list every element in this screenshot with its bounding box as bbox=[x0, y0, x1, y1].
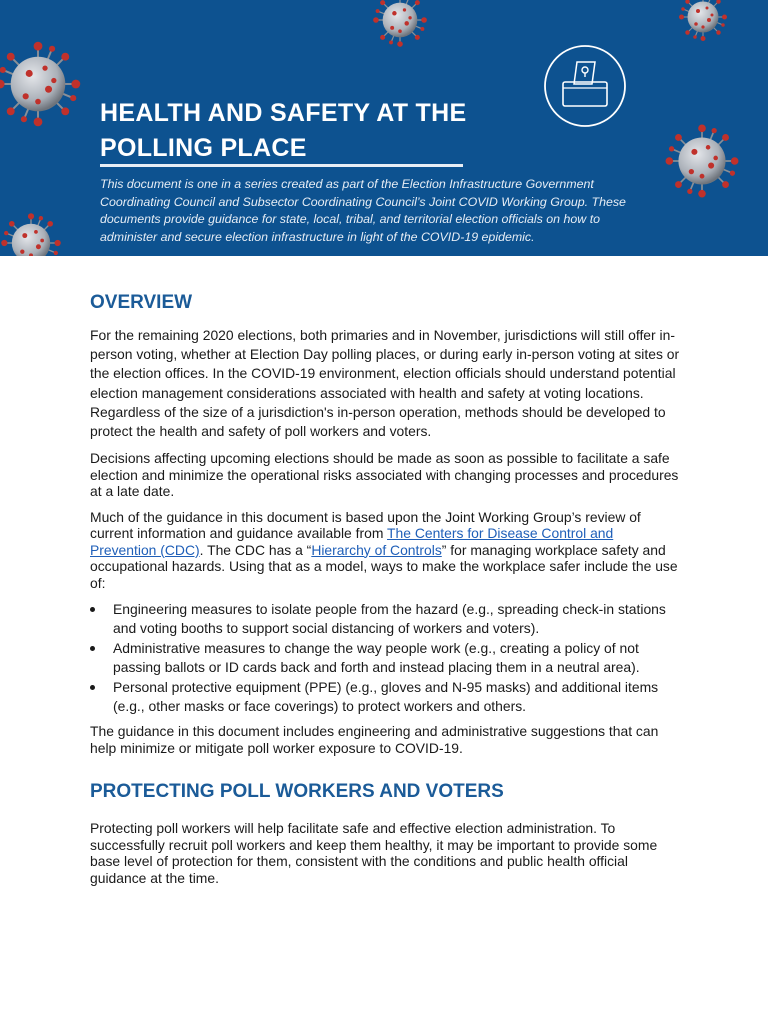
title-line-2: POLLING PLACE bbox=[100, 134, 307, 162]
list-item bbox=[90, 639, 680, 677]
p3-text-1: Much of the guidance in this document is based upon the Joint Working Group’s review of current information and guidance available from bbox=[90, 508, 641, 542]
p3-text-2: . The CDC has a “ bbox=[199, 541, 312, 558]
intro-text: This document is one in a series created as part of the Election Infrastructure Government Coordinating Council and Subsector Coordinating Council’s Joint COVID Working Group. These documents provide guidance for state, local, tribal, and territorial election officials on how to administer and secure election infrastructure in light of the COVID-19 epidemic. bbox=[100, 177, 626, 244]
overview-paragraph-2: Decisions affecting upcoming elections should be made as soon as possible to facilitate a safe election and minimize the operational risks associated with changing processes and procedures at a late date. bbox=[90, 450, 679, 500]
coronavirus-icon bbox=[678, 0, 728, 42]
coronavirus-icon bbox=[372, 0, 428, 48]
protecting-heading: PROTECTING POLL WORKERS AND VOTERS bbox=[90, 781, 504, 803]
coronavirus-icon bbox=[0, 212, 62, 256]
coronavirus-icon bbox=[0, 30, 82, 138]
bullet-icon bbox=[90, 607, 95, 612]
bullet-icon bbox=[90, 646, 95, 651]
bullet-icon bbox=[90, 685, 95, 690]
overview-heading: OVERVIEW bbox=[90, 292, 193, 313]
overview-paragraph-1: For the remaining 2020 elections, both primaries and in November, jurisdictions will still offer in-person voting, whether at Election Day polling places, or during early in-person voting at sites or the election offices. In the COVID-19 environment, election officials should understand potential election management considerations associated with health and safety at voting locations. Regardless of the size of a jurisdiction's in-person operation, methods should be developed to protect the health and safety of poll workers and voters. bbox=[90, 327, 680, 440]
title-underline bbox=[100, 164, 463, 167]
overview-paragraph-4: The guidance in this document includes engineering and administrative suggestions that can help minimize or mitigate poll worker exposure to COVID-19. bbox=[90, 723, 659, 756]
list-item-text: Administrative measures to change the way people work (e.g., creating a policy of not passing ballots or ID cards back and forth and instead placing them in a neutral area). bbox=[113, 640, 640, 676]
ballot-box-icon bbox=[543, 44, 627, 128]
p3-text-3: ” for managing workplace safety and occupational hazards. Using that as a model, ways to make the workplace safer include the use of: bbox=[90, 541, 678, 591]
list-item bbox=[90, 678, 680, 716]
hierarchy-of-controls-link[interactable]: Hierarchy of Controls bbox=[311, 541, 442, 558]
protecting-paragraph-1: Protecting poll workers will help facilitate safe and effective election administration. To successfully recruit poll workers and keep them healthy, it may be important to provide some base level of protection for them, consistent with the conditions and public health official guidance at the time. bbox=[90, 820, 658, 886]
list-item bbox=[90, 600, 680, 638]
cdc-link[interactable]: The Centers for Disease Control and Prevention (CDC) bbox=[90, 525, 614, 558]
page-title bbox=[100, 96, 466, 166]
title-line-1: HEALTH AND SAFETY AT THE bbox=[100, 99, 467, 127]
list-item-text: Engineering measures to isolate people from the hazard (e.g., spreading check-in stations and voting booths to support social distancing of workers and voters). bbox=[113, 601, 666, 637]
overview-paragraph-3 bbox=[90, 509, 680, 592]
header-banner bbox=[0, 0, 768, 256]
control-measures-list bbox=[90, 600, 680, 716]
document-body bbox=[90, 292, 680, 886]
list-item-text: Personal protective equipment (PPE) (e.g., gloves and N-95 masks) and additional items (e.g., other masks or face coverings) to protect workers and others. bbox=[113, 679, 659, 715]
coronavirus-icon bbox=[664, 120, 740, 202]
